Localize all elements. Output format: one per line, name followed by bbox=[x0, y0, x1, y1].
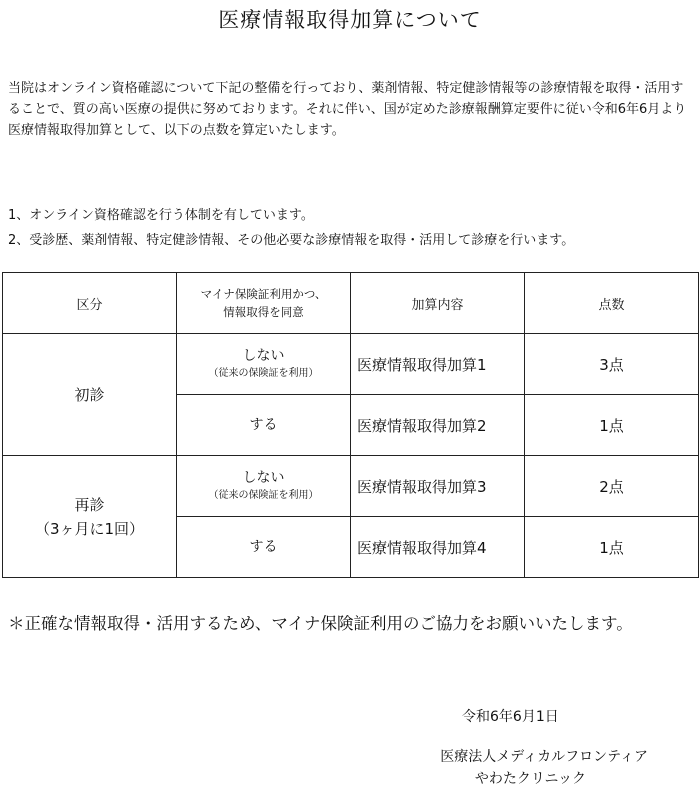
header-points: 点数 bbox=[525, 273, 699, 334]
category-first-visit bbox=[3, 334, 177, 456]
fee-table bbox=[2, 272, 699, 578]
table-row bbox=[3, 334, 699, 395]
page-title: 医療情報取得加算について bbox=[218, 8, 482, 32]
header-addition: 加算内容 bbox=[351, 273, 525, 334]
consent-value: する bbox=[249, 417, 278, 433]
facility-points bbox=[8, 203, 694, 253]
cooperation-note: ＊正確な情報取得・活用するため、マイナ保険証利用のご協力をお願いいたします。 bbox=[8, 614, 633, 633]
addition-cell: 医療情報取得加算1 bbox=[351, 334, 525, 395]
points-cell: 1点 bbox=[525, 517, 699, 578]
consent-note: （従来の保険証を利用） bbox=[208, 368, 319, 379]
points-cell: 1点 bbox=[525, 395, 699, 456]
category-label: 再診 bbox=[74, 495, 105, 514]
intro-paragraph: 当院はオンライン資格確認について下記の整備を行っており、薬剤情報、特定健診情報等の診療情報を取得・活用することで、質の高い医療の提供に努めております。それに伴い、国が定めた診療報酬算定要件に従い令和6年6月より医療情報取得加算として、以下の点数を算定いたします。 bbox=[8, 81, 687, 138]
consent-value: しない bbox=[242, 348, 285, 364]
organization-name: 医療法人メディカルフロンティア bbox=[440, 749, 648, 765]
addition-cell: 医療情報取得加算4 bbox=[351, 517, 525, 578]
addition-cell: 医療情報取得加算2 bbox=[351, 395, 525, 456]
table-header-row bbox=[3, 273, 699, 334]
point-item-2: 2、受診歴、薬剤情報、特定健診情報、その他必要な診療情報を取得・活用して診療を行います。 bbox=[8, 233, 575, 248]
header-consent-line2: 情報取得を同意 bbox=[223, 305, 304, 319]
consent-value: しない bbox=[242, 470, 285, 486]
category-sub-label: （3ヶ月に1回） bbox=[34, 519, 145, 538]
consent-value: する bbox=[249, 539, 278, 555]
point-item-1: 1、オンライン資格確認を行う体制を有しています。 bbox=[8, 208, 314, 223]
header-category: 区分 bbox=[3, 273, 177, 334]
points-cell: 2点 bbox=[525, 456, 699, 517]
signature-block bbox=[400, 746, 648, 790]
notice-date: 令和6年6月1日 bbox=[462, 709, 559, 725]
consent-cell bbox=[177, 517, 351, 578]
consent-cell bbox=[177, 395, 351, 456]
header-consent bbox=[177, 273, 351, 334]
category-label: 初診 bbox=[74, 385, 105, 404]
consent-cell bbox=[177, 456, 351, 517]
table-row bbox=[3, 456, 699, 517]
consent-cell bbox=[177, 334, 351, 395]
clinic-name: やわたクリニック bbox=[474, 771, 586, 787]
points-cell: 3点 bbox=[525, 334, 699, 395]
category-revisit bbox=[3, 456, 177, 578]
header-consent-line1: マイナ保険証利用かつ、 bbox=[200, 287, 327, 301]
consent-note: （従来の保険証を利用） bbox=[208, 490, 319, 501]
addition-cell: 医療情報取得加算3 bbox=[351, 456, 525, 517]
